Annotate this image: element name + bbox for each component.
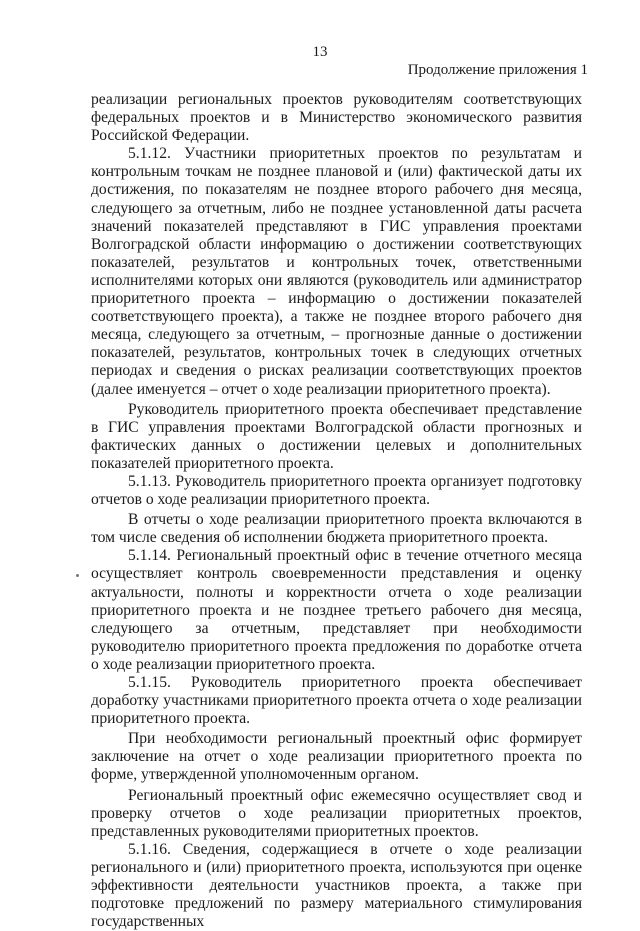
paragraph-reports-include: В отчеты о ходе реализации приоритетного проекта включаются в том числе сведения об исполнении бюджета приоритетного проекта. bbox=[91, 511, 582, 547]
paragraph-5-1-15: 5.1.15. Руководитель приоритетного проекта обеспечивает доработку участниками приоритетного проекта отчета о ходе реализации приоритетного проекта. bbox=[91, 674, 582, 728]
paragraph-5-1-16: 5.1.16. Сведения, содержащиеся в отчете о ходе реализации регионального и (или) приоритетного проекта, используются при оценке эффективности деятельности участников проекта, а также при подготовке предложений по размеру материального стимулирования государственных bbox=[91, 840, 582, 931]
paragraph-continuation: реализации региональных проектов руководителям соответствующих федеральных проектов и в Министерство экономического развития Российской Федерации. bbox=[91, 91, 582, 145]
paragraph-monthly-summary: Региональный проектный офис ежемесячно осуществляет свод и проверку отчетов о ходе реализации приоритетных проектов, представленных руководителями приоритетных проектов. bbox=[91, 786, 582, 840]
margin-mark bbox=[76, 574, 79, 577]
paragraph-conclusion: При необходимости региональный проектный офис формирует заключение на отчет о ходе реализации приоритетного проекта по форме, утвержденной уполномоченным органом. bbox=[91, 730, 582, 784]
page-number: 13 bbox=[312, 44, 328, 60]
paragraph-5-1-14: 5.1.14. Региональный проектный офис в течение отчетного месяца осуществляет контроль своевременности представления и оценку актуальности, полноты и корректности отчета о ходе реализации приоритетного проекта и не позднее третьего рабочего дня месяца, следующего за отчетным, представляет при необходимости руководителю приоритетного проекта предложения по доработке отчета о ходе реализации приоритетного проекта. bbox=[91, 547, 582, 673]
paragraph-5-1-13: 5.1.13. Руководитель приоритетного проекта организует подготовку отчетов о ходе реализации приоритетного проекта. bbox=[91, 472, 582, 509]
continuation-label: Продолжение приложения 1 bbox=[407, 62, 588, 78]
document-body bbox=[91, 91, 582, 931]
paragraph-manager-provides: Руководитель приоритетного проекта обеспечивает представление в ГИС управления проектами Волгоградской области прогнозных и фактических данных о достижении целевых и дополнительных показателей приоритетного проекта. bbox=[91, 400, 582, 472]
paragraph-5-1-12: 5.1.12. Участники приоритетных проектов по результатам и контрольным точкам не позднее плановой и (или) фактической даты их достижения, по показателям не позднее второго рабочего дня месяца, следующего за отчетным, либо не позднее установленной даты расчета значений показателей представляют в ГИС управления проектами Волгоградской области информацию о достижении соответствующих показателей, результатов и контрольных точек, ответственными исполнителями которых они являются (руководитель или администратор приоритетного проекта – информацию о достижении показателей соответствующего проекта), а также не позднее второго рабочего дня месяца, следующего за отчетным, – прогнозные данные о достижении показателей, результатов, контрольных точек в следующих отчетных периодах и сведения о рисках реализации соответствующих проектов (далее именуется – отчет о ходе реализации приоритетного проекта). bbox=[91, 145, 582, 398]
